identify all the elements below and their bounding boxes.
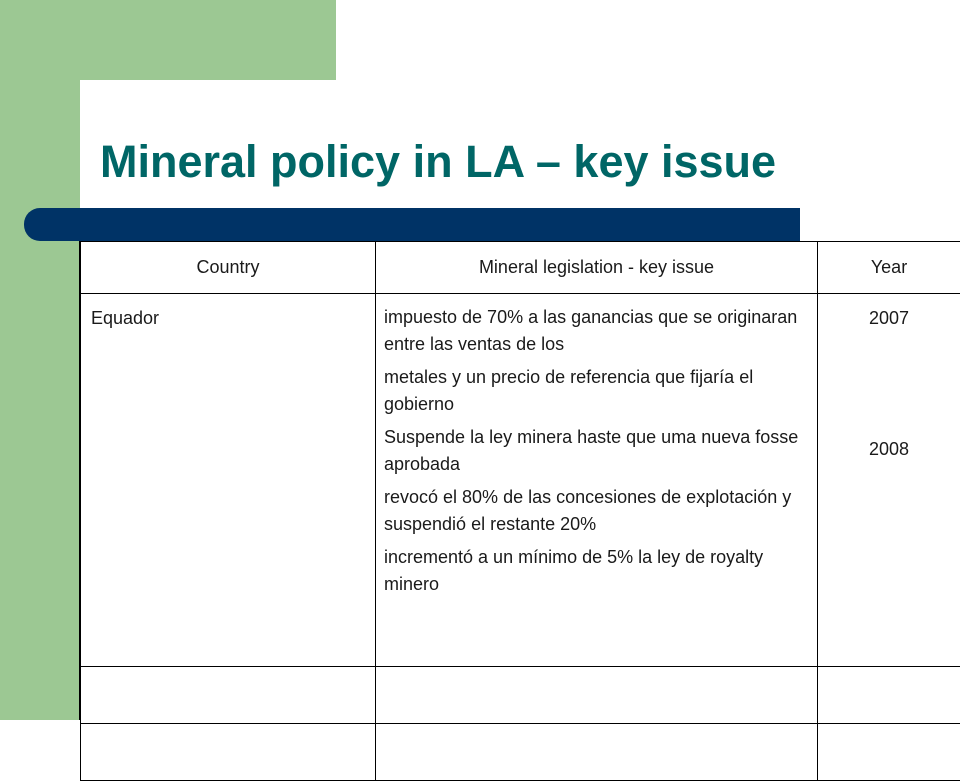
country-cell: Equador <box>81 294 376 667</box>
empty-cell <box>818 667 960 724</box>
header-key-issue: Mineral legislation - key issue <box>376 242 818 294</box>
table-header-row <box>81 242 960 294</box>
empty-cell <box>818 724 960 781</box>
empty-cell <box>376 667 818 724</box>
year-cell <box>818 294 960 667</box>
issue-item: metales y un precio de referencia que fijaría el gobierno <box>384 364 803 418</box>
issue-item: revocó el 80% de las concesiones de explotación y suspendió el restante 20% <box>384 484 803 538</box>
slide-title: Mineral policy in LA – key issue <box>100 136 776 188</box>
table-left-frame <box>79 241 81 720</box>
year-value: 2008 <box>818 439 960 460</box>
green-top-band <box>0 0 336 80</box>
issues-cell <box>376 294 818 667</box>
table-row-empty <box>81 724 960 781</box>
issue-item: incrementó a un mínimo de 5% la ley de royalty minero <box>384 544 803 598</box>
table-row <box>81 294 960 667</box>
policy-table <box>80 241 960 781</box>
title-underline-bar <box>24 208 800 241</box>
issue-item: Suspende la ley minera haste que uma nueva fosse aprobada <box>384 424 803 478</box>
year-value: 2007 <box>818 308 960 329</box>
empty-cell <box>81 667 376 724</box>
header-year: Year <box>818 242 960 294</box>
empty-cell <box>81 724 376 781</box>
table-row-empty <box>81 667 960 724</box>
green-side-band <box>0 0 80 720</box>
header-country: Country <box>81 242 376 294</box>
empty-cell <box>376 724 818 781</box>
issue-item: impuesto de 70% a las ganancias que se originaran entre las ventas de los <box>384 304 803 358</box>
